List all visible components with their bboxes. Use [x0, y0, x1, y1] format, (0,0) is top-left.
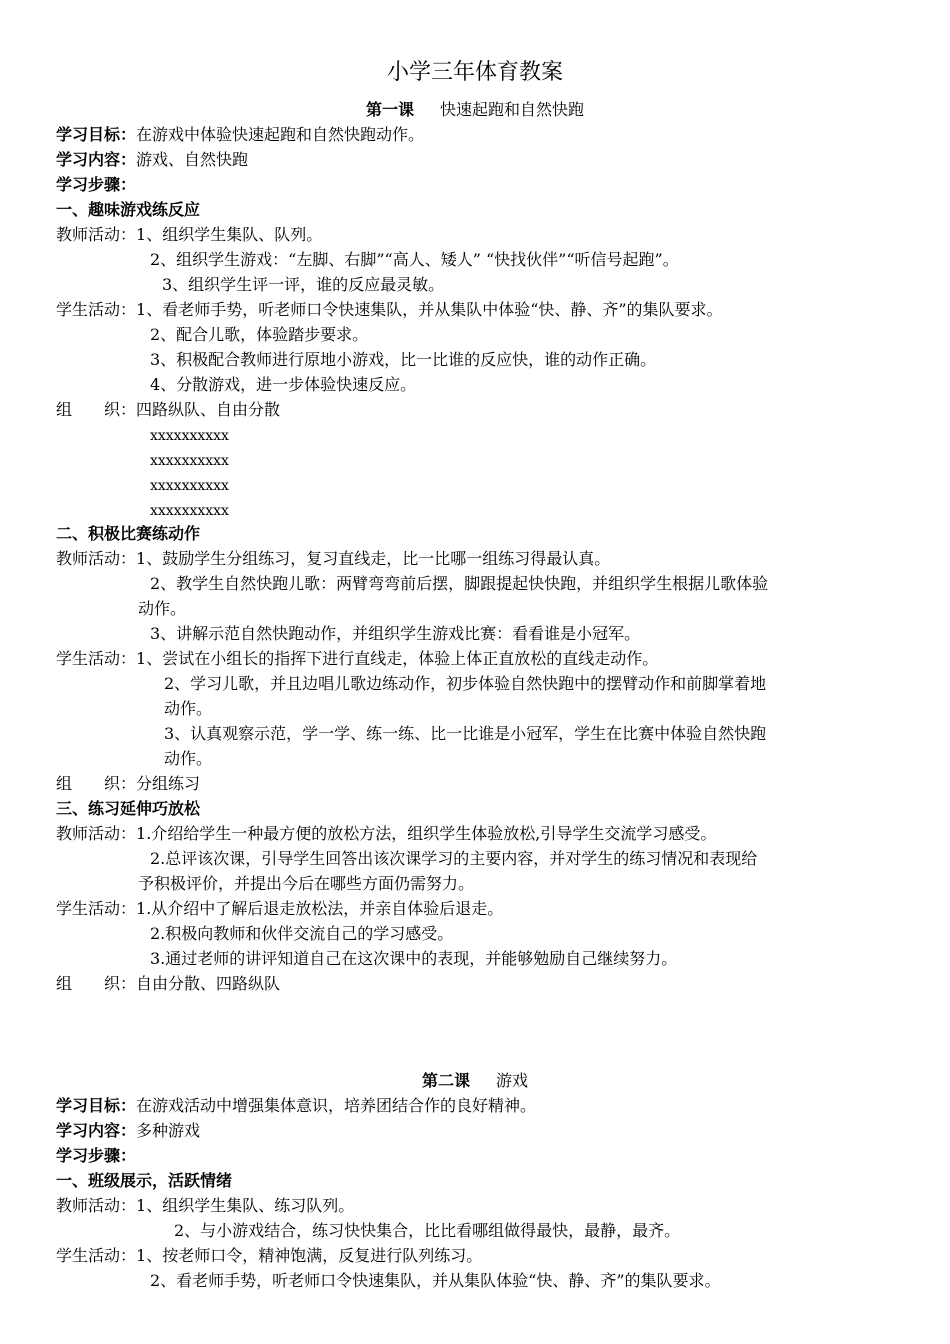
teacher-activity-item: 2、与小游戏结合，练习快快集合，比比看哪组做得最快，最静，最齐。	[174, 1221, 681, 1240]
student-activity-item: 动作。	[164, 749, 213, 768]
page-title: 小学三年体育教案	[386, 60, 563, 85]
formation-row: xxxxxxxxxx	[150, 428, 229, 444]
teacher-activity-item: 予积极评价，并提出今后在哪些方面仍需努力。	[138, 874, 475, 893]
student-activity-line: 学生活动：1、按老师口令，精神饱满，反复进行队列练习。	[56, 1246, 483, 1265]
lesson-2-number: 第二课	[421, 1071, 470, 1090]
section-heading: 一、趣味游戏练反应	[56, 200, 201, 219]
student-activity-item: 2、看老师手势，听老师口令快速集队，并从集队体验“快、静、齐”的集队要求。	[150, 1271, 721, 1290]
organization-line: 组 织：分组练习	[56, 774, 201, 793]
lesson-1-topic: 快速起跑和自然快跑	[440, 100, 585, 119]
lesson-2-header	[0, 1071, 950, 1091]
section-heading: 一、班级展示，活跃情绪	[56, 1171, 233, 1190]
teacher-activity-line: 教师活动：1.介绍给学生一种最方便的放松方法，组织学生体验放松,引导学生交流学习感受。	[56, 824, 717, 843]
lesson-2-steps-label: 学习步骤：	[56, 1146, 137, 1165]
student-activity-line: 学生活动：1.从介绍中了解后退走放松法，并亲自体验后退走。	[56, 899, 504, 918]
lesson-2-topic: 游戏	[496, 1071, 529, 1090]
teacher-activity-item: 2、组织学生游戏：“左脚、右脚”“高人、矮人” “快找伙伴”“听信号起跑”。	[150, 250, 679, 269]
teacher-activity-item: 3、讲解示范自然快跑动作，并组织学生游戏比赛：看看谁是小冠军。	[150, 624, 641, 643]
student-activity-item: 3、积极配合教师进行原地小游戏，比一比谁的反应快，谁的动作正确。	[150, 350, 657, 369]
lesson-1-header	[0, 100, 950, 120]
student-activity-item: 4、分散游戏，进一步体验快速反应。	[150, 375, 417, 394]
section-heading: 三、练习延伸巧放松	[56, 799, 201, 818]
teacher-activity-item: 2、教学生自然快跑儿歌：两臂弯弯前后摆，脚跟提起快快跑，并组织学生根据儿歌体验	[150, 574, 769, 593]
student-activity-item: 2.积极向教师和伙伴交流自己的学习感受。	[150, 924, 454, 943]
student-activity-item: 3、认真观察示范，学一学、练一练、比一比谁是小冠军，学生在比赛中体验自然快跑	[164, 724, 767, 743]
teacher-activity-line: 教师活动：1、鼓励学生分组练习，复习直线走，比一比哪一组练习得最认真。	[56, 549, 611, 568]
lesson-1-number: 第一课	[365, 100, 414, 119]
organization-line: 组 织：四路纵队、自由分散	[56, 400, 281, 419]
lesson-2-goal: 学习目标：在游戏活动中增强集体意识，培养团结合作的良好精神。	[56, 1096, 537, 1115]
lesson-2-content: 学习内容：多种游戏	[56, 1121, 201, 1140]
teacher-activity-line: 教师活动：1、组织学生集队、队列。	[56, 225, 323, 244]
student-activity-item: 3.通过老师的讲评知道自己在这次课中的表现，并能够勉励自己继续努力。	[150, 949, 678, 968]
teacher-activity-item: 动作。	[138, 599, 187, 618]
teacher-activity-item: 3、组织学生评一评，谁的反应最灵敏。	[162, 275, 445, 294]
lesson-1-goal: 学习目标：在游戏中体验快速起跑和自然快跑动作。	[56, 125, 425, 144]
formation-row: xxxxxxxxxx	[150, 503, 229, 519]
lesson-1-steps-label: 学习步骤：	[56, 175, 137, 194]
student-activity-item: 动作。	[164, 699, 213, 718]
student-activity-item: 2、学习儿歌，并且边唱儿歌边练动作，初步体验自然快跑中的摆臂动作和前脚掌着地	[164, 674, 767, 693]
student-activity-item: 2、配合儿歌，体验踏步要求。	[150, 325, 369, 344]
lesson-1-content: 学习内容：游戏、自然快跑	[56, 150, 249, 169]
formation-row: xxxxxxxxxx	[150, 453, 229, 469]
formation-row: xxxxxxxxxx	[150, 478, 229, 494]
section-heading: 二、积极比赛练动作	[56, 524, 201, 543]
student-activity-line: 学生活动：1、尝试在小组长的指挥下进行直线走，体验上体正直放松的直线走动作。	[56, 649, 659, 668]
teacher-activity-line: 教师活动：1、组织学生集队、练习队列。	[56, 1196, 355, 1215]
student-activity-line: 学生活动：1、看老师手势，听老师口令快速集队，并从集队中体验“快、静、齐”的集队要求。	[56, 300, 723, 319]
teacher-activity-item: 2.总评该次课，引导学生回答出该次课学习的主要内容，并对学生的练习情况和表现给	[150, 849, 758, 868]
organization-line: 组 织：自由分散、四路纵队	[56, 974, 281, 993]
